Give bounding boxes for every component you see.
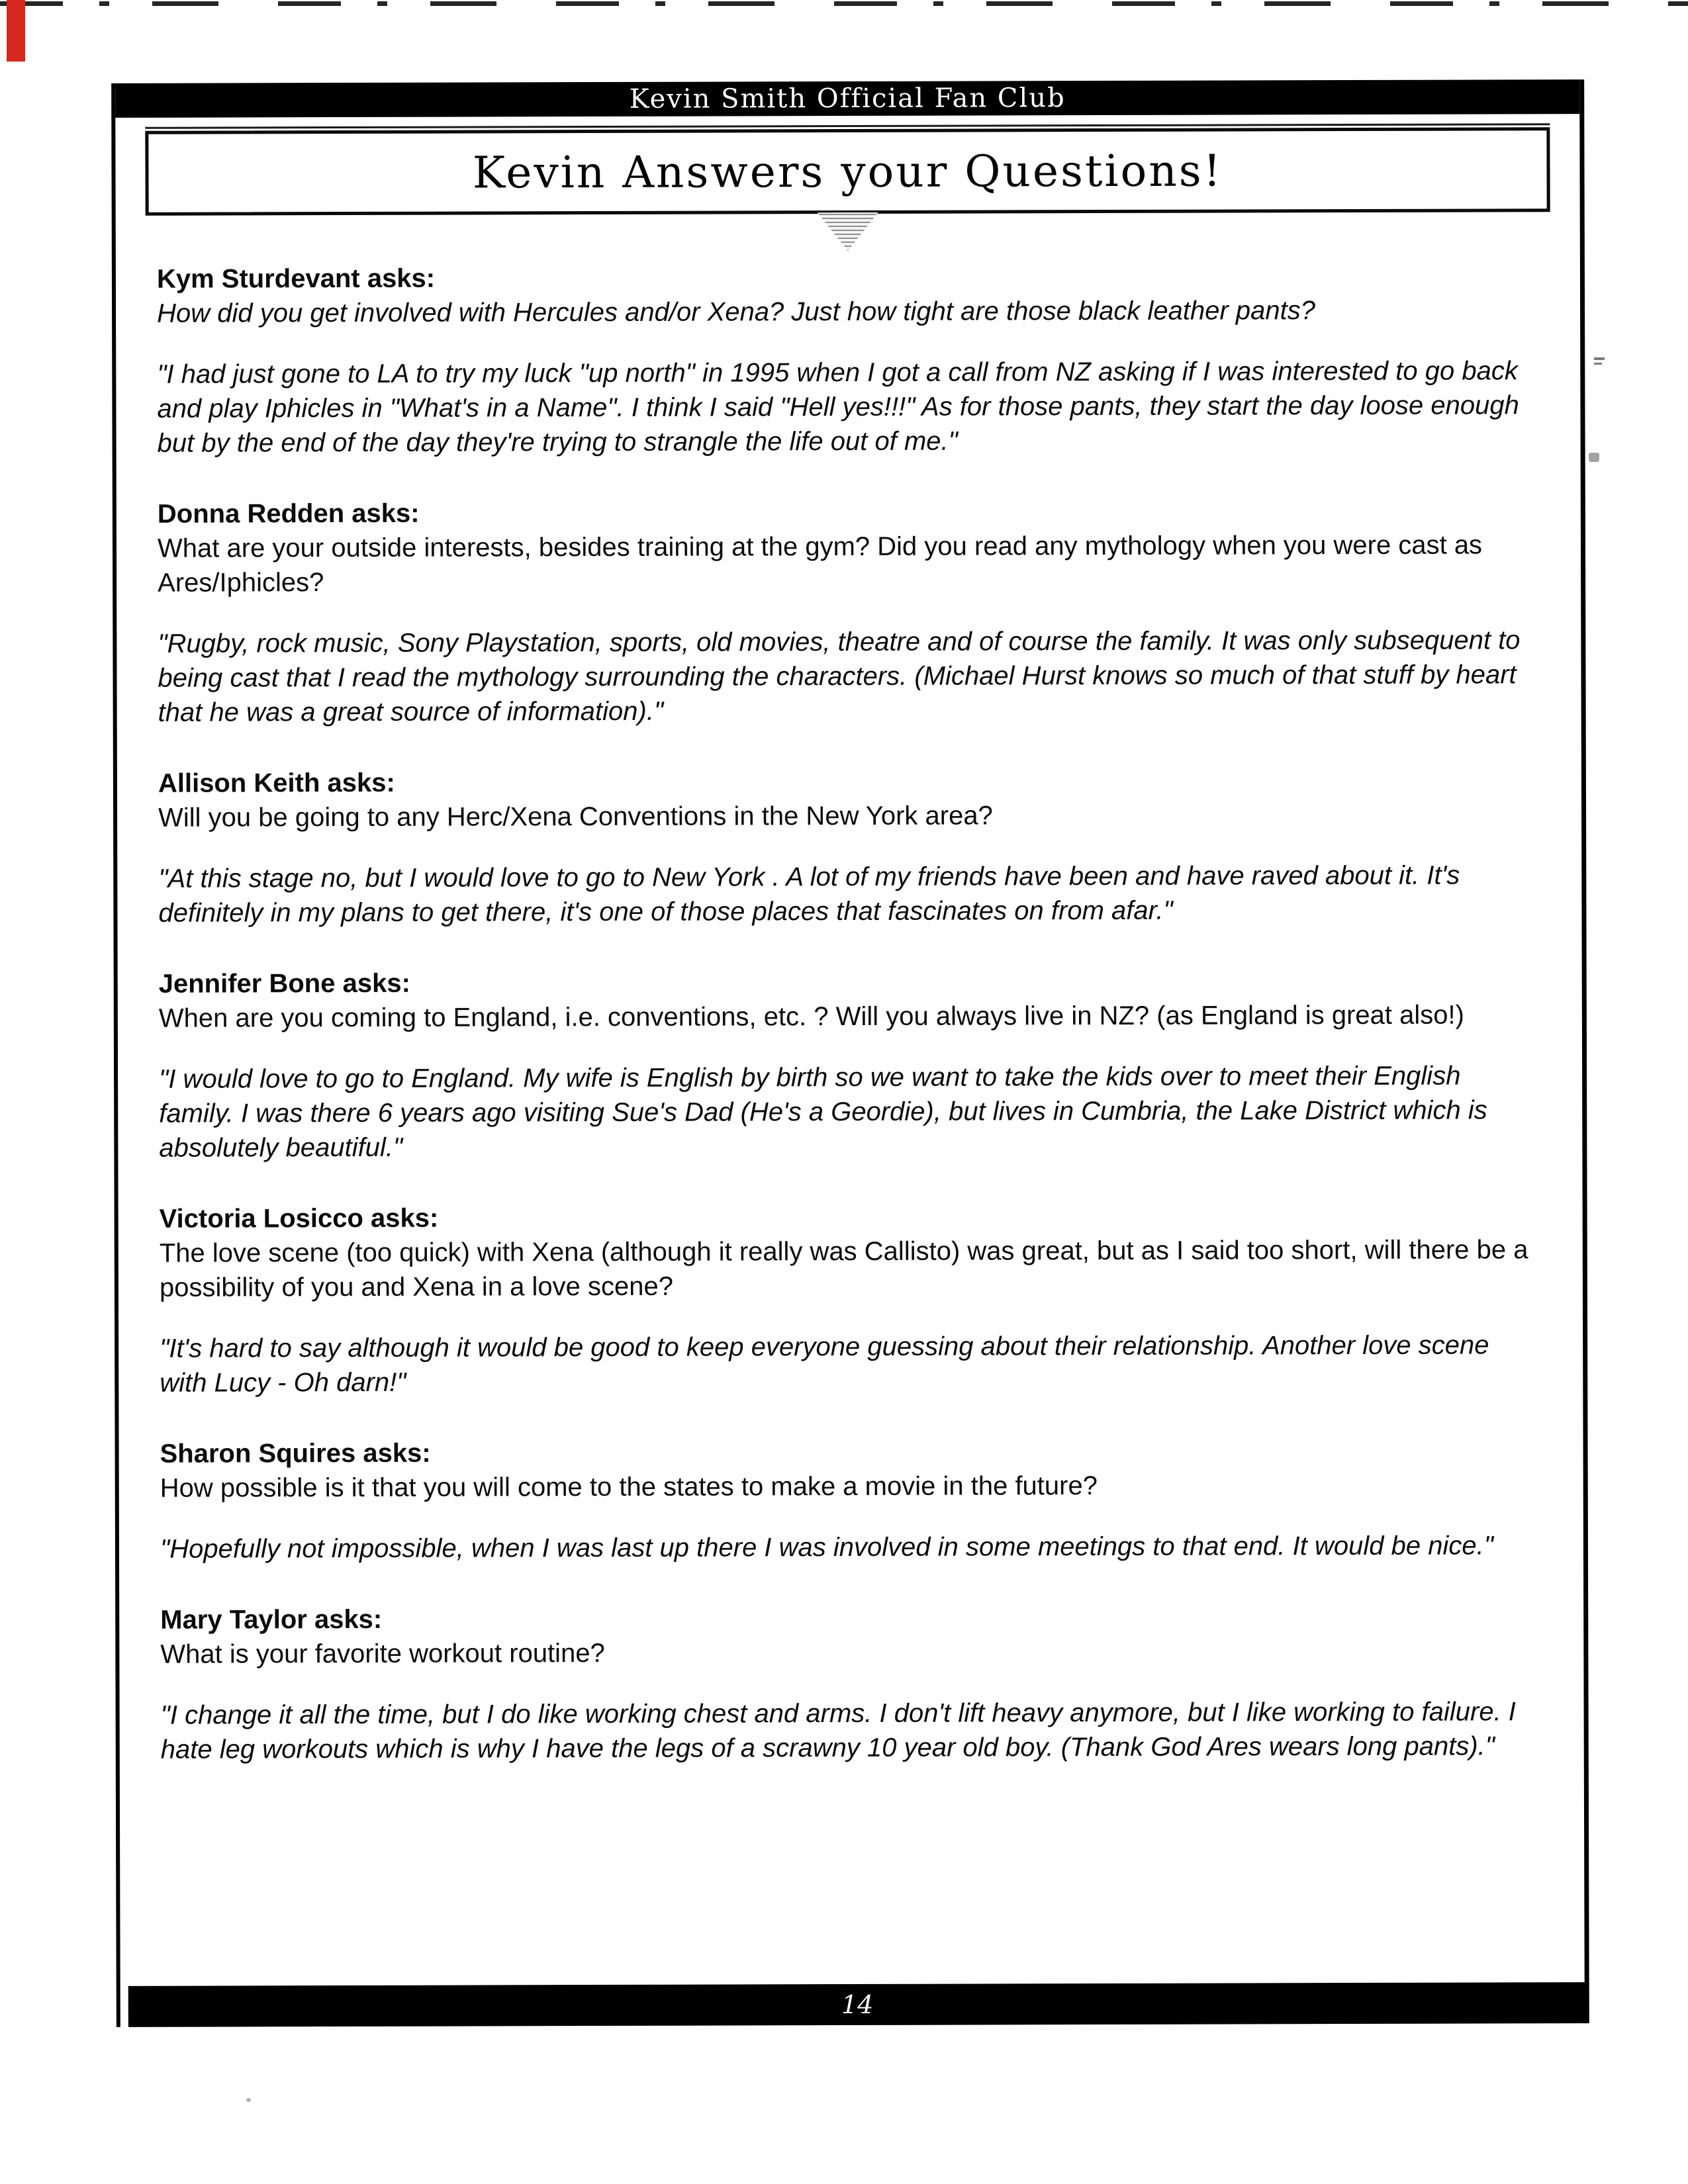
- qa-section: [160, 1599, 1543, 1766]
- banner-text: Kevin Smith Official Fan Club: [629, 83, 1066, 114]
- page-number: 14: [841, 1989, 874, 2020]
- answer-text: "I would love to go to England. My wife is English by birth so we want to take the kids over to meet their English family. I was there 6 years ago visiting Sue's Dad (He's a Geordie), but lives in Cumbria, the Lake District which is absolutely beautiful.": [159, 1061, 1487, 1163]
- answer-text: "I had just gone to LA to try my luck "up north" in 1995 when I got a call from NZ asking if I was interested to go back and play Iphicles in "What's in a Name". I think I said "Hell yes!!!" As for those pants, they start the day loose enough but by the end of the day they're trying to strangle the life out of me.": [157, 356, 1519, 458]
- scan-edge-marks: [0, 1, 1688, 6]
- asker-label: Mary Taylor asks:: [160, 1604, 383, 1635]
- red-corner-mark: [7, 0, 25, 62]
- asker-label: Donna Redden asks:: [157, 498, 420, 529]
- page-title: Kevin Answers your Questions!: [472, 145, 1223, 198]
- fan-club-banner: [115, 79, 1579, 118]
- qa-section: [158, 762, 1541, 930]
- qa-section: [160, 1433, 1543, 1566]
- answer-text: "I change it all the time, but I do like working chest and arms. I don't lift heavy anymore, but I like working to failure. I hate leg workouts which is why I have the legs of a scrawny 10 year old boy. (Thank God Ares wears long pants).": [160, 1697, 1516, 1764]
- scan-speck: [1594, 357, 1605, 360]
- answer-text: "It's hard to say although it would be good to keep everyone guessing about their relationship. Another love scene with Lucy - Oh darn!": [160, 1330, 1489, 1398]
- footer-bar: [128, 1982, 1587, 2027]
- qa-section: [157, 258, 1540, 460]
- scan-speck: [1594, 363, 1602, 365]
- asker-label: Kym Sturdevant asks:: [156, 263, 436, 294]
- scan-speck: [1589, 453, 1599, 462]
- asker-label: Allison Keith asks:: [158, 768, 395, 798]
- asker-label: Sharon Squires asks:: [160, 1438, 431, 1469]
- asker-label: Victoria Losicco asks:: [159, 1203, 439, 1234]
- page-frame: [111, 79, 1589, 2027]
- question-text: What is your favorite workout routine?: [160, 1638, 605, 1669]
- answer-text: "Hopefully not impossible, when I was last up there I was involved in some meetings to that end. It would be nice.": [160, 1531, 1493, 1564]
- question-text: When are you coming to England, i.e. conventions, etc. ? Will you always live in NZ? (as England is great also!): [158, 1000, 1464, 1033]
- question-text: Will you be going to any Herc/Xena Conventions in the New York area?: [158, 801, 993, 833]
- qa-section: [159, 963, 1542, 1165]
- question-text: How possible is it that you will come to the states to make a movie in the future?: [160, 1471, 1098, 1503]
- question-text: What are your outside interests, besides training at the gym? Did you read any mythology when you were cast as Ares/Iphicles?: [157, 530, 1483, 598]
- answer-text: "At this stage no, but I would love to go to New York . A lot of my friends have been and have raved about it. It's definitely in my plans to get there, it's one of those places that fascinates on from afar.": [158, 860, 1460, 928]
- question-text: How did you get involved with Hercules and/or Xena? Just how tight are those black leather pants?: [157, 296, 1316, 328]
- question-text: The love scene (too quick) with Xena (although it really was Callisto) was great, but as I said too short, will there be a possibility of you and Xena in a love scene?: [159, 1235, 1528, 1302]
- qa-list: [116, 249, 1584, 1767]
- hatched-triangle-icon: [818, 212, 878, 251]
- answer-text: "Rugby, rock music, Sony Playstation, sports, old movies, theatre and of course the family. It was only subsequent to being cast that I read the mythology surrounding the characters. (Michael Hurst knows so much of that stuff by heart that he was a great source of information).": [158, 625, 1521, 727]
- qa-section: [158, 493, 1540, 729]
- asker-label: Jennifer Bone asks:: [158, 968, 410, 999]
- qa-section: [160, 1198, 1542, 1400]
- scan-speck: [246, 2098, 251, 2102]
- page-title-box: [145, 127, 1550, 216]
